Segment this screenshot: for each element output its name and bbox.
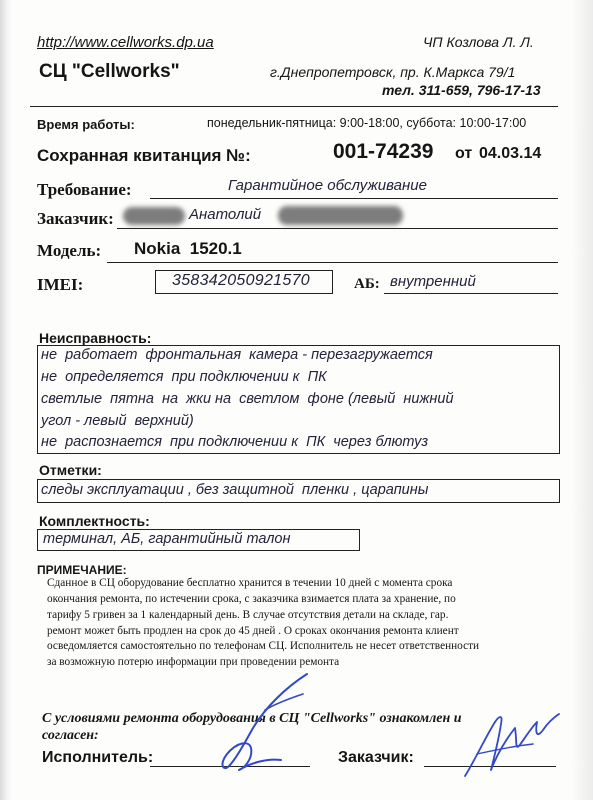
customer-value: Анатолий	[189, 206, 262, 223]
customer-signature	[455, 698, 565, 788]
note-label: ПРИМЕЧАНИЕ:	[37, 563, 127, 577]
model-label: Модель:	[37, 241, 102, 260]
battery-value: внутренний	[390, 273, 476, 290]
company-phones: тел. 311-659, 796-17-13	[382, 82, 541, 98]
battery-label: АБ:	[354, 276, 380, 292]
company-url[interactable]: http://www.cellworks.dp.ua	[37, 34, 214, 51]
company-owner: ЧП Козлова Л. Л.	[423, 34, 534, 50]
customer-label: Заказчик:	[37, 209, 114, 228]
hours-value: понедельник-пятница: 9:00-18:00, суббота: 10:00-17:00	[207, 116, 527, 130]
customer-patronymic-redaction	[278, 206, 403, 225]
battery-line	[384, 293, 558, 294]
note-line: осведомляется самостоятельно по телефонам СЦ. Исполнитель не несет ответственности	[47, 640, 480, 652]
fault-line: не распознается при подключении к ПК через блютуз	[41, 434, 429, 450]
agreement-text-line2: согласен:	[42, 728, 99, 743]
hours-label: Время работы:	[37, 117, 135, 132]
kit-value: терминал, АБ, гарантийный талон	[43, 531, 291, 547]
fault-line: угол - левый верхний)	[41, 413, 194, 429]
receipt-number: 001-74239	[333, 140, 434, 163]
requirement-line	[150, 198, 558, 199]
executor-signature	[205, 668, 335, 778]
fault-line: не работает фронтальная камера - перезагружается	[41, 347, 433, 363]
requirement-value: Гарантийное обслуживание	[228, 177, 427, 194]
note-line: окончания ремонта, по истечении срока, с заказчика взимается плата за хранение, по	[47, 593, 456, 605]
fault-line: светлые пятна на жки на светлом фоне (левый нижний	[41, 391, 454, 407]
agreement-text-line1: С условиями ремонта оборудования в СЦ "Cellworks" ознакомлен и	[42, 711, 462, 726]
imei-label: IMEI:	[37, 275, 84, 294]
scan-shadow-right	[571, 0, 593, 800]
note-line: за возможную потерю информации при проведении ремонта	[47, 656, 340, 668]
imei-value: 358342050921570	[172, 272, 310, 289]
customer-signature-label: Заказчик:	[338, 749, 414, 766]
receipt-date-prefix: от	[455, 145, 473, 162]
kit-label: Комплектность:	[39, 513, 150, 529]
receipt-date: 04.03.14	[479, 145, 542, 162]
scan-shadow-left	[0, 0, 12, 800]
executor-label: Исполнитель:	[42, 749, 154, 766]
customer-line	[117, 228, 558, 229]
marks-value: следы эксплуатации , без защитной пленки , царапины	[41, 482, 429, 498]
model-line	[107, 262, 558, 263]
model-value: Nokia 1520.1	[134, 239, 242, 258]
company-address: г.Днепропетровск, пр. К.Маркса 79/1	[270, 64, 516, 80]
faults-label: Неисправность:	[39, 330, 152, 346]
note-line: ремонт может быть продлен на срок до 45 дней . О сроках окончания ремонта клиент	[47, 625, 459, 637]
header-divider	[30, 106, 558, 107]
note-line: тарифу 5 гривен за 1 календарный день. В случае отсутствия детали на складе, гар.	[47, 609, 449, 621]
receipt-label: Сохранная квитанция №:	[37, 146, 251, 165]
marks-label: Отметки:	[39, 462, 102, 478]
customer-surname-redaction	[123, 207, 185, 225]
fault-line: не определяется при подключении к ПК	[41, 369, 327, 385]
company-name: СЦ "Cellworks"	[39, 61, 180, 82]
note-line: Сданное в СЦ оборудование бесплатно хранится в течении 10 дней с момента срока	[47, 577, 453, 589]
requirement-label: Требование:	[37, 180, 132, 199]
